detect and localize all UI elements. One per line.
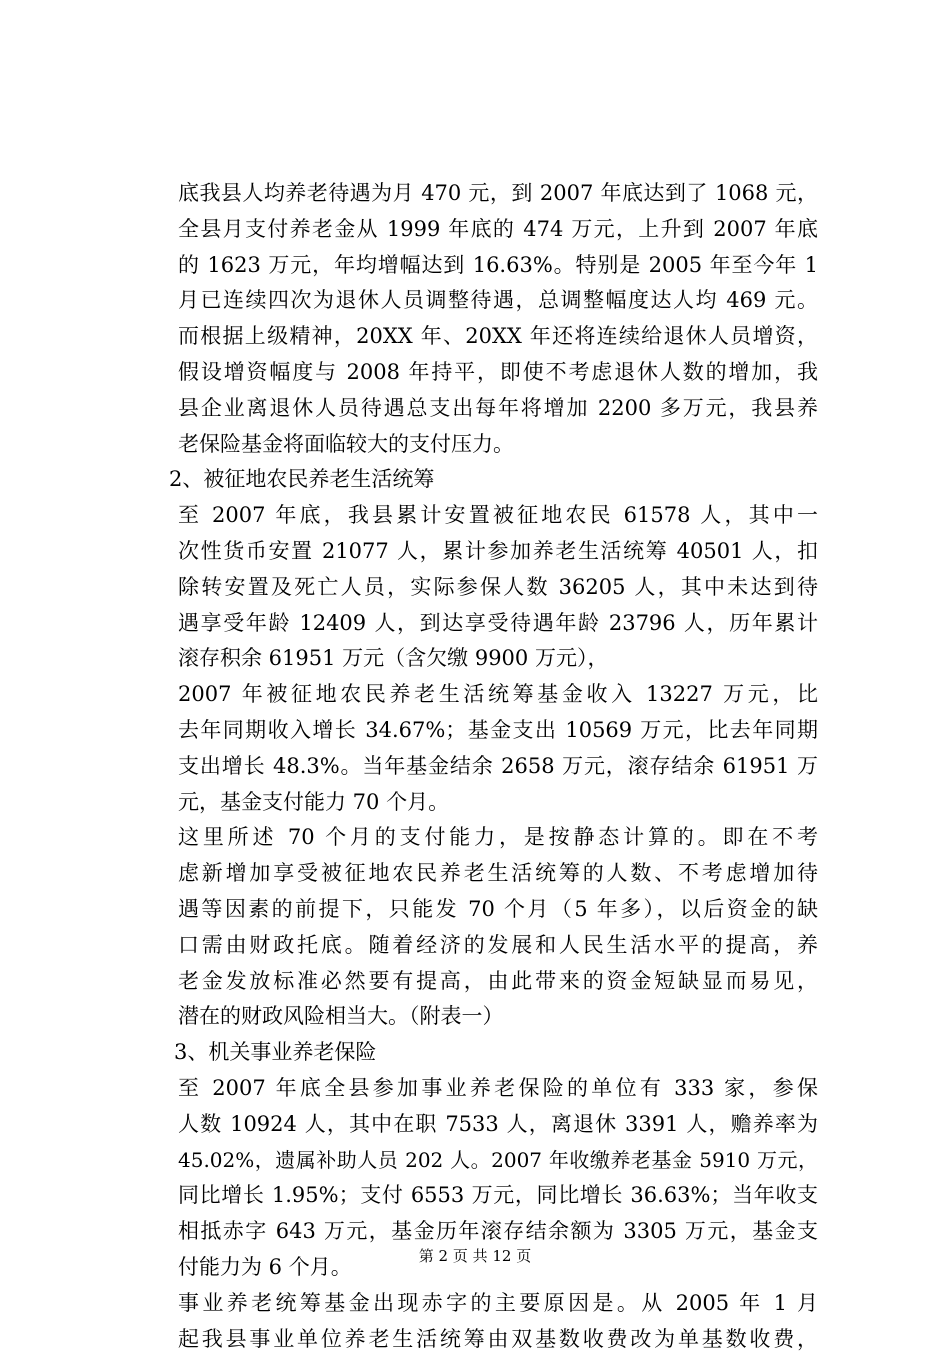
text-line: 的 1623 万元，年均增幅达到 16.63%。特别是 2005 年至今年 1: [178, 248, 818, 284]
text-line: 而根据上级精神，20XX 年、20XX 年还将连续给退休人员增资，: [178, 319, 818, 355]
text-line: 虑新增加享受被征地农民养老生活统筹的人数、不考虑增加待: [178, 856, 818, 892]
text-line: 相抵赤字 643 万元，基金历年滚存结余额为 3305 万元，基金支: [178, 1214, 818, 1250]
text-line: 事业养老统筹基金出现赤字的主要原因是。从 2005 年 1 月: [178, 1286, 818, 1322]
text-line: 起我县事业单位养老生活统筹由双基数收费改为单基数收费，: [178, 1322, 818, 1357]
text-line: 支出增长 48.3%。当年基金结余 2658 万元，滚存结余 61951 万: [178, 749, 818, 785]
text-line: 假设增资幅度与 2008 年持平，即使不考虑退休人数的增加，我: [178, 355, 818, 391]
text-line: 同比增长 1.95%；支付 6553 万元，同比增长 36.63%；当年收支: [178, 1178, 818, 1214]
section-heading-text: 2、被征地农民养老生活统筹: [169, 462, 434, 498]
text-line: 次性货币安置 21077 人，累计参加养老生活统筹 40501 人，扣: [178, 534, 818, 570]
text-line: 遇享受年龄 12409 人，到达享受待遇年龄 23796 人，历年累计: [178, 606, 818, 642]
text-line: 人数 10924 人，其中在职 7533 人，离退休 3391 人，赡养率为: [178, 1107, 818, 1143]
text-line: 元，基金支付能力 70 个月。: [178, 785, 818, 821]
section-heading: [174, 462, 814, 498]
text-line: 县企业离退休人员待遇总支出每年将增加 2200 多万元，我县养: [178, 391, 818, 427]
text-line: 老金发放标准必然要有提高，由此带来的资金短缺显而易见，: [178, 964, 818, 1000]
page-number-label: 第 2 页 共 12 页: [419, 1247, 531, 1265]
text-line: 月已连续四次为退休人员调整待遇，总调整幅度达人均 469 元。: [178, 283, 818, 319]
text-line: 全县月支付养老金从 1999 年底的 474 万元，上升到 2007 年底: [178, 212, 818, 248]
text-line: 2007 年被征地农民养老生活统筹基金收入 13227 万元，比: [178, 677, 818, 713]
text-line: 去年同期收入增长 34.67%；基金支出 10569 万元，比去年同期: [178, 713, 818, 749]
text-line: 至 2007 年底全县参加事业养老保险的单位有 333 家，参保: [178, 1071, 818, 1107]
text-line: 老保险基金将面临较大的支付压力。: [178, 427, 818, 463]
text-line: 底我县人均养老待遇为月 470 元，到 2007 年底达到了 1068 元，: [178, 176, 818, 212]
text-line: 滚存积余 61951 万元（含欠缴 9900 万元），: [178, 641, 818, 677]
body-text: [178, 176, 818, 1357]
text-line: 除转安置及死亡人员，实际参保人数 36205 人，其中未达到待: [178, 570, 818, 606]
text-line: 45.02%，遗属补助人员 202 人。2007 年收缴养老基金 5910 万元，: [178, 1143, 818, 1179]
text-line: 潜在的财政风险相当大。（附表一）: [178, 999, 818, 1035]
text-line: 遇等因素的前提下，只能发 70 个月（5 年多），以后资金的缺: [178, 892, 818, 928]
page-footer: [0, 1246, 950, 1266]
text-line: 口需由财政托底。随着经济的发展和人民生活水平的提高，养: [178, 928, 818, 964]
section-heading: 3、机关事业养老保险: [174, 1035, 814, 1071]
text-line: 付能力为 6 个月。: [178, 1250, 818, 1286]
text-line: 至 2007 年底，我县累计安置被征地农民 61578 人，其中一: [178, 498, 818, 534]
text-line: 这里所述 70 个月的支付能力，是按静态计算的。即在不考: [178, 820, 818, 856]
